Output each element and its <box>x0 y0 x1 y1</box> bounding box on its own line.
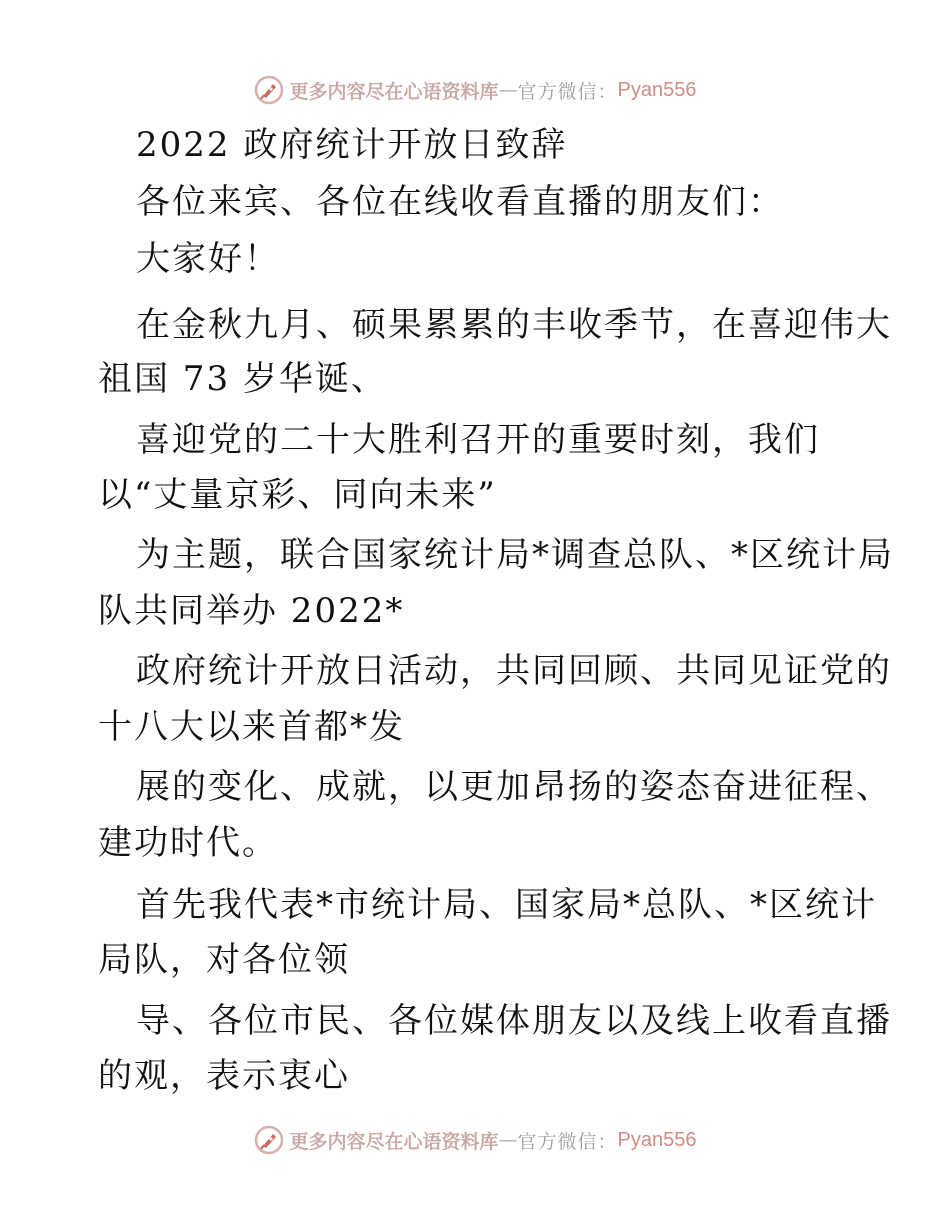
doc-line: 以“丈量京彩、同向未来” <box>98 475 497 515</box>
doc-line: 喜迎党的二十大胜利召开的重要时刻，我们 <box>136 420 820 460</box>
wechat-label: 官方微信： <box>517 80 618 103</box>
doc-line: 十八大以来首都*发 <box>98 707 405 747</box>
doc-line: 的观，表示衷心 <box>98 1056 350 1096</box>
doc-line: 为主题，联合国家统计局*调查总队、*区统计局 <box>136 535 894 575</box>
wechat-id: Pyan556 <box>617 78 697 101</box>
wechat-id: Pyan556 <box>617 1128 697 1151</box>
doc-line: 建功时代。 <box>98 823 278 863</box>
doc-line: 展的变化、成就，以更加昂扬的姿态奋进征程、 <box>136 767 892 807</box>
watermark-text: 更多内容尽在心语资料库 <box>289 1130 499 1153</box>
doc-line: 导、各位市民、各位媒体朋友以及线上收看直播 <box>136 1001 892 1041</box>
doc-title: 2022 政府统计开放日致辞 <box>136 125 568 165</box>
pen-nib-logo-icon <box>254 1125 284 1155</box>
doc-line: 政府统计开放日活动，共同回顾、共同见证党的 <box>136 651 892 691</box>
pen-nib-logo-icon <box>254 75 284 105</box>
doc-line: 在金秋九月、硕果累累的丰收季节，在喜迎伟大 <box>136 305 892 345</box>
watermark-separator: — <box>498 79 518 101</box>
doc-line: 队共同举办 2022* <box>98 591 405 631</box>
doc-line: 各位来宾、各位在线收看直播的朋友们： <box>136 182 784 222</box>
doc-line: 祖国 73 岁华诞、 <box>98 359 387 399</box>
header-watermark-banner <box>0 70 950 110</box>
wechat-label: 官方微信： <box>517 1130 618 1153</box>
doc-line: 大家好！ <box>136 239 280 279</box>
doc-line: 首先我代表*市统计局、国家局*总队、*区统计 <box>136 885 877 925</box>
doc-line: 局队，对各位领 <box>98 940 350 980</box>
footer-watermark-banner <box>0 1120 950 1160</box>
watermark-text: 更多内容尽在心语资料库 <box>289 80 499 103</box>
watermark-separator: — <box>498 1129 518 1151</box>
